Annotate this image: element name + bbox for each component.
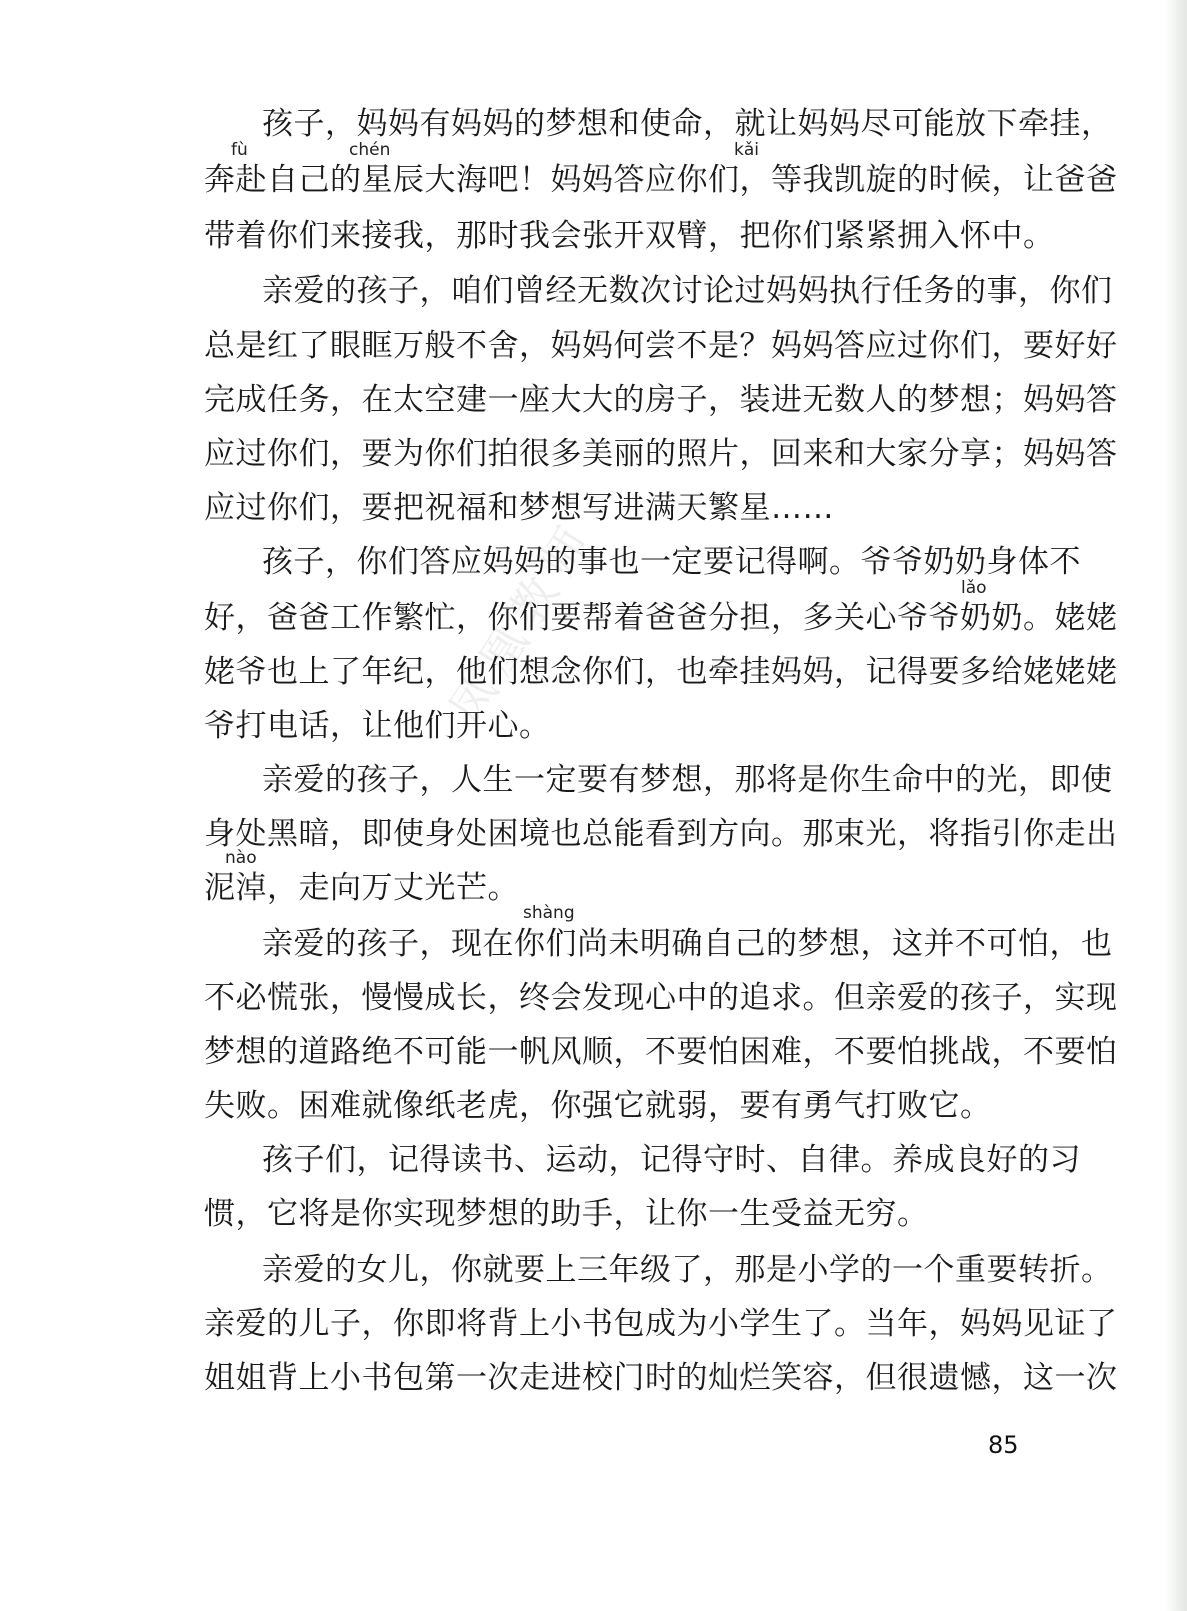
text-line: 带着你们来接我，那时我会张开双臂，把你们紧紧拥入怀中。 xyxy=(204,218,1055,254)
page-number: 85 xyxy=(988,1431,1019,1459)
text-line: 亲爱的儿子，你即将背上小书包成为小学生了。当年，妈妈见证了 xyxy=(204,1306,1118,1342)
pinyin-fu: fù xyxy=(231,140,248,160)
text-line: 孩子，你们答应妈妈的事也一定要记得啊。爷爷奶奶身体不 xyxy=(262,544,1081,580)
pinyin-shang: shàng xyxy=(523,903,575,923)
text-line: 好，爸爸工作繁忙，你们要帮着爸爸分担，多关心爷爷奶奶。姥姥 xyxy=(204,600,1118,636)
pinyin-chen: chén xyxy=(349,140,391,160)
pinyin-lao: lǎo xyxy=(961,578,987,598)
text-line: 亲爱的孩子，咱们曾经无数次讨论过妈妈执行任务的事，你们 xyxy=(262,273,1113,309)
text-line: 姥爷也上了年纪，他们想念你们，也牵挂妈妈，记得要多给姥姥姥 xyxy=(204,654,1118,690)
text-line: 泥淖，走向万丈光芒。 xyxy=(204,870,519,906)
text-line: 孩子，妈妈有妈妈的梦想和使命，就让妈妈尽可能放下牵挂， xyxy=(262,106,1113,142)
text-line: 总是红了眼眶万般不舍，妈妈何尝不是？妈妈答应过你们，要好好 xyxy=(204,328,1118,364)
text-line: 奔赴自己的星辰大海吧！妈妈答应你们，等我凯旋的时候，让爸爸 xyxy=(204,162,1118,198)
text-line: 亲爱的女儿，你就要上三年级了，那是小学的一个重要转折。 xyxy=(262,1252,1113,1288)
text-line: 姐姐背上小书包第一次走进校门时的灿烂笑容，但很遗憾，这一次 xyxy=(204,1360,1118,1396)
text-line: 完成任务，在太空建一座大大的房子，装进无数人的梦想；妈妈答 xyxy=(204,382,1118,418)
text-line: 爷打电话，让他们开心。 xyxy=(204,708,551,744)
text-line: 应过你们，要为你们拍很多美丽的照片，回来和大家分享；妈妈答 xyxy=(204,436,1118,472)
text-line: 应过你们，要把祝福和梦想写进满天繁星…… xyxy=(204,490,834,526)
text-line: 不必慌张，慢慢成长，终会发现心中的追求。但亲爱的孩子，实现 xyxy=(204,980,1118,1016)
pinyin-nao: nào xyxy=(225,848,257,868)
text-line: 惯，它将是你实现梦想的助手，让你一生受益无穷。 xyxy=(204,1196,929,1232)
pinyin-kai: kǎi xyxy=(734,140,759,160)
text-line: 孩子们，记得读书、运动，记得守时、自律。养成良好的习 xyxy=(262,1142,1081,1178)
text-line: 梦想的道路绝不可能一帆风顺，不要怕困难，不要怕挑战，不要怕 xyxy=(204,1034,1118,1070)
text-line: 身处黑暗，即使身处困境也总能看到方向。那束光，将指引你走出 xyxy=(204,816,1118,852)
watermark: 凤凰教师 xyxy=(437,508,607,734)
text-line: 失败。困难就像纸老虎，你强它就弱，要有勇气打败它。 xyxy=(204,1088,992,1124)
page-edge-shadow xyxy=(1165,0,1187,1611)
text-line: 亲爱的孩子，人生一定要有梦想，那将是你生命中的光，即使 xyxy=(262,762,1113,798)
text-line: 亲爱的孩子，现在你们尚未明确自己的梦想，这并不可怕，也 xyxy=(262,926,1113,962)
